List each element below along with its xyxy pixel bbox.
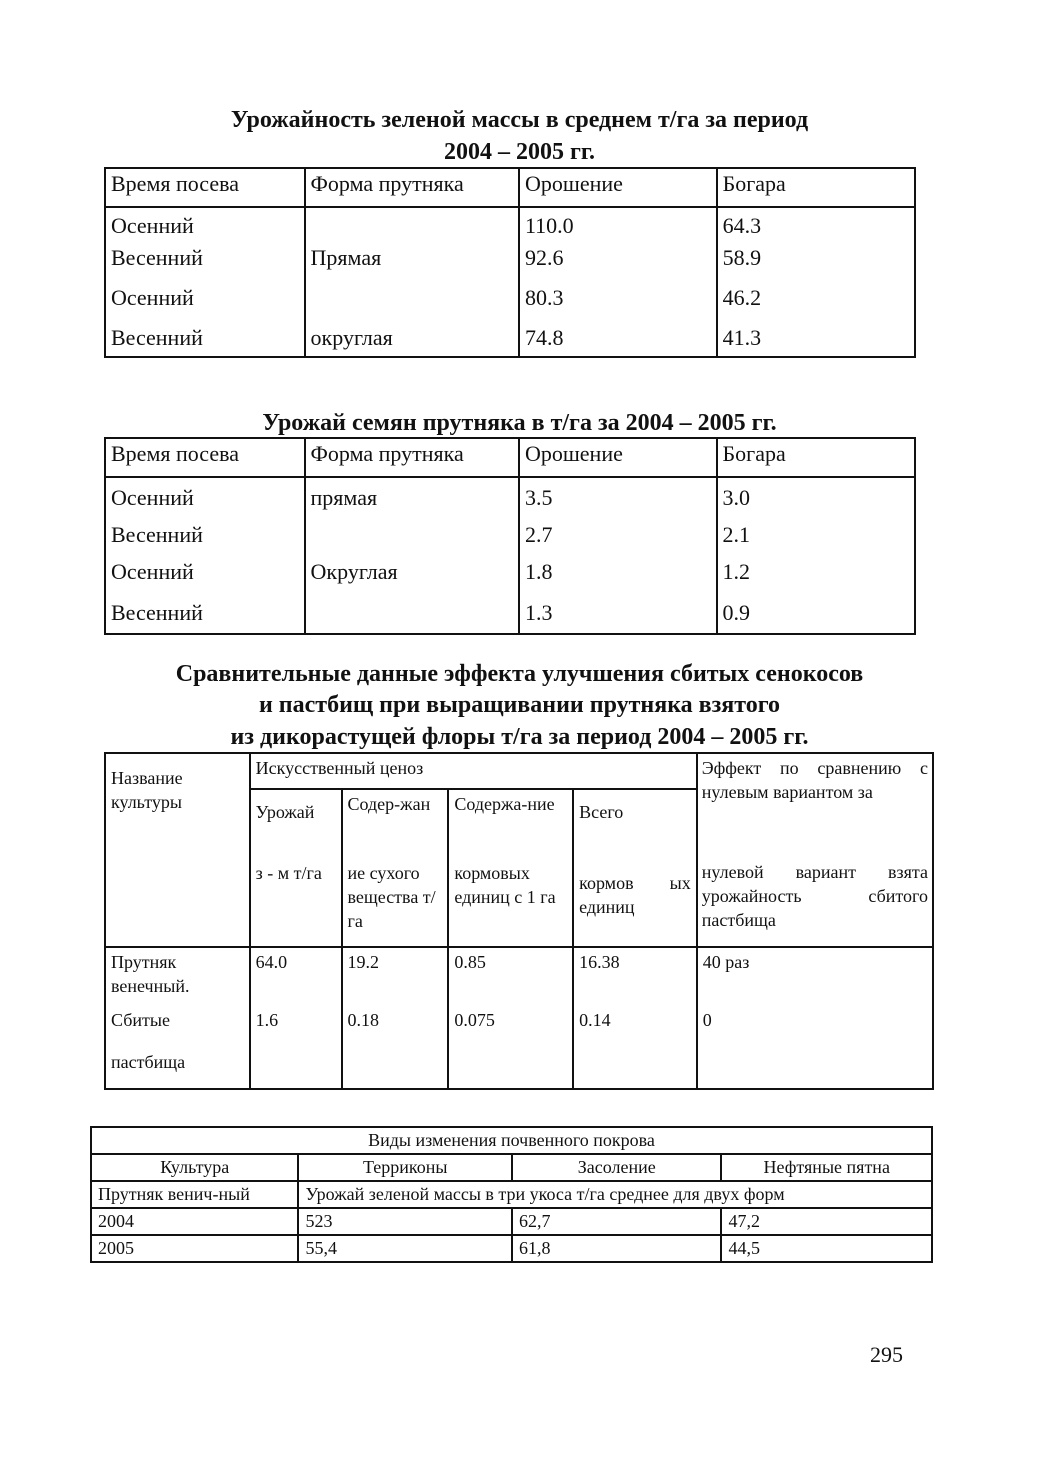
header-irrigation: Орошение [519,438,717,477]
header-feed-bottom: кормовых единиц с 1 га [448,859,573,947]
form-straight: прямая [310,485,378,510]
form-straight: Прямая [310,245,382,270]
sowing-column [105,207,305,357]
table-header-row [105,753,933,789]
yield-cell: 64.0 1.6 [250,947,342,1089]
header-crop-name: Название культуры [105,753,250,947]
irrigation-column [519,207,717,357]
header-effect: Эффект по сравнению с нулевым вариантом за нулевой вариант взята урожайность сбитого пастбища [697,753,933,947]
list-item: 74.8 [524,325,564,350]
header-yield-bottom: з - м т/га [250,859,342,947]
bogara-column [717,477,915,634]
form-column [305,477,519,634]
table-header-row [105,168,915,207]
header-bogara: Богара [717,438,915,477]
header-soil-changes: Виды изменения почвенного покрова [91,1127,932,1154]
header-form: Форма прутняка [305,168,519,207]
header-terrikony: Терриконы [298,1154,512,1181]
table-body [105,207,915,357]
year-cell: 2004 [91,1208,298,1235]
header-salinization: Засоление [512,1154,722,1181]
table-row [105,947,933,1089]
total-feed-cell: 16.38 0.14 [573,947,697,1089]
table3-title-line3: из дикорастущей флоры т/га за период 2004 – 2005 гг. [230,724,809,750]
table2-title: Урожай семян прутняка в т/га за 2004 – 2005 гг. [262,410,777,436]
header-artificial-cenosis: Искусственный ценоз [250,753,697,789]
list-item: Осенний [111,213,194,238]
header-irrigation: Орошение [519,168,717,207]
header-feed-top: Содержа-ние [448,789,573,859]
table-row [91,1181,932,1208]
list-item: 1.2 [722,559,751,584]
list-item: 110.0 [524,213,574,238]
sowing-column [105,477,305,634]
list-item: 2.1 [722,522,751,547]
header-total-top: Всего [573,789,697,859]
table-row [91,1235,932,1262]
header-sowing-time: Время посева [105,438,305,477]
page-number: 295 [870,1342,903,1367]
comparison-table [104,752,934,1090]
header-bogara: Богара [717,168,915,207]
seed-yield-table [104,437,916,635]
list-item: Весенний [111,245,203,270]
salinization-cell: 61,8 [512,1235,722,1262]
list-item: Осенний [111,559,194,584]
list-item: Весенний [111,325,203,350]
terrikony-cell: 523 [298,1208,512,1235]
table-body [105,477,915,634]
list-item: Осенний [111,285,194,310]
list-item: 3.5 [524,485,553,510]
table-header-row [91,1127,932,1154]
header-dry-top: Содер-жан [342,789,449,859]
list-item: 64.3 [722,213,762,238]
list-item: Осенний [111,485,194,510]
form-round: округлая [310,325,393,350]
dry-matter-cell: 19.2 0.18 [342,947,449,1089]
list-item: Весенний [111,600,203,625]
list-item: 3.0 [722,485,751,510]
list-item: 41.3 [722,325,762,350]
year-cell: 2005 [91,1235,298,1262]
list-item: 2.7 [524,522,553,547]
crop-cell: Прутняк венич-ный [91,1181,298,1208]
table1-title-line2: 2004 – 2005 гг. [443,139,596,165]
oil-spots-cell: 44,5 [721,1235,932,1262]
list-item: 92.6 [524,245,564,270]
list-item: 58.9 [722,245,762,270]
oil-spots-cell: 47,2 [721,1208,932,1235]
soil-cover-table [90,1126,933,1263]
terrikony-cell: 55,4 [298,1235,512,1262]
bogara-column [717,207,915,357]
form-column [305,207,519,357]
list-item: 46.2 [722,285,762,310]
header-yield-top: Урожай [250,789,342,859]
header-form: Форма прутняка [305,438,519,477]
note-cell: Урожай зеленой массы в три укоса т/га среднее для двух форм [298,1181,932,1208]
list-item: Весенний [111,522,203,547]
feed-units-cell: 0.85 0.075 [448,947,573,1089]
crop-name-cell: Прутняк венечный. Сбитые пастбища [105,947,250,1089]
header-crop: Культура [91,1154,298,1181]
header-total-bottom: кормов ых единиц [573,859,697,947]
form-round: Округлая [310,559,398,584]
list-item: 1.8 [524,559,553,584]
list-item: 0.9 [722,600,751,625]
table-row [91,1208,932,1235]
table3-title-line2: и пастбищ при выращивании прутняка взятого [258,692,781,718]
salinization-cell: 62,7 [512,1208,722,1235]
table-header-row [91,1154,932,1181]
table1-title-line1: Урожайность зеленой массы в среднем т/га за период [230,107,809,133]
list-item: 1.3 [524,600,553,625]
header-sowing-time: Время посева [105,168,305,207]
header-oil-spots: Нефтяные пятна [721,1154,932,1181]
list-item: 80.3 [524,285,564,310]
yield-green-mass-table [104,167,916,358]
irrigation-column [519,477,717,634]
header-dry-bottom: ие сухого вещества т/га [342,859,449,947]
table-header-row [105,438,915,477]
table3-title-line1: Сравнительные данные эффекта улучшения сбитых сенокосов [175,661,864,687]
effect-cell: 40 раз 0 [697,947,933,1089]
